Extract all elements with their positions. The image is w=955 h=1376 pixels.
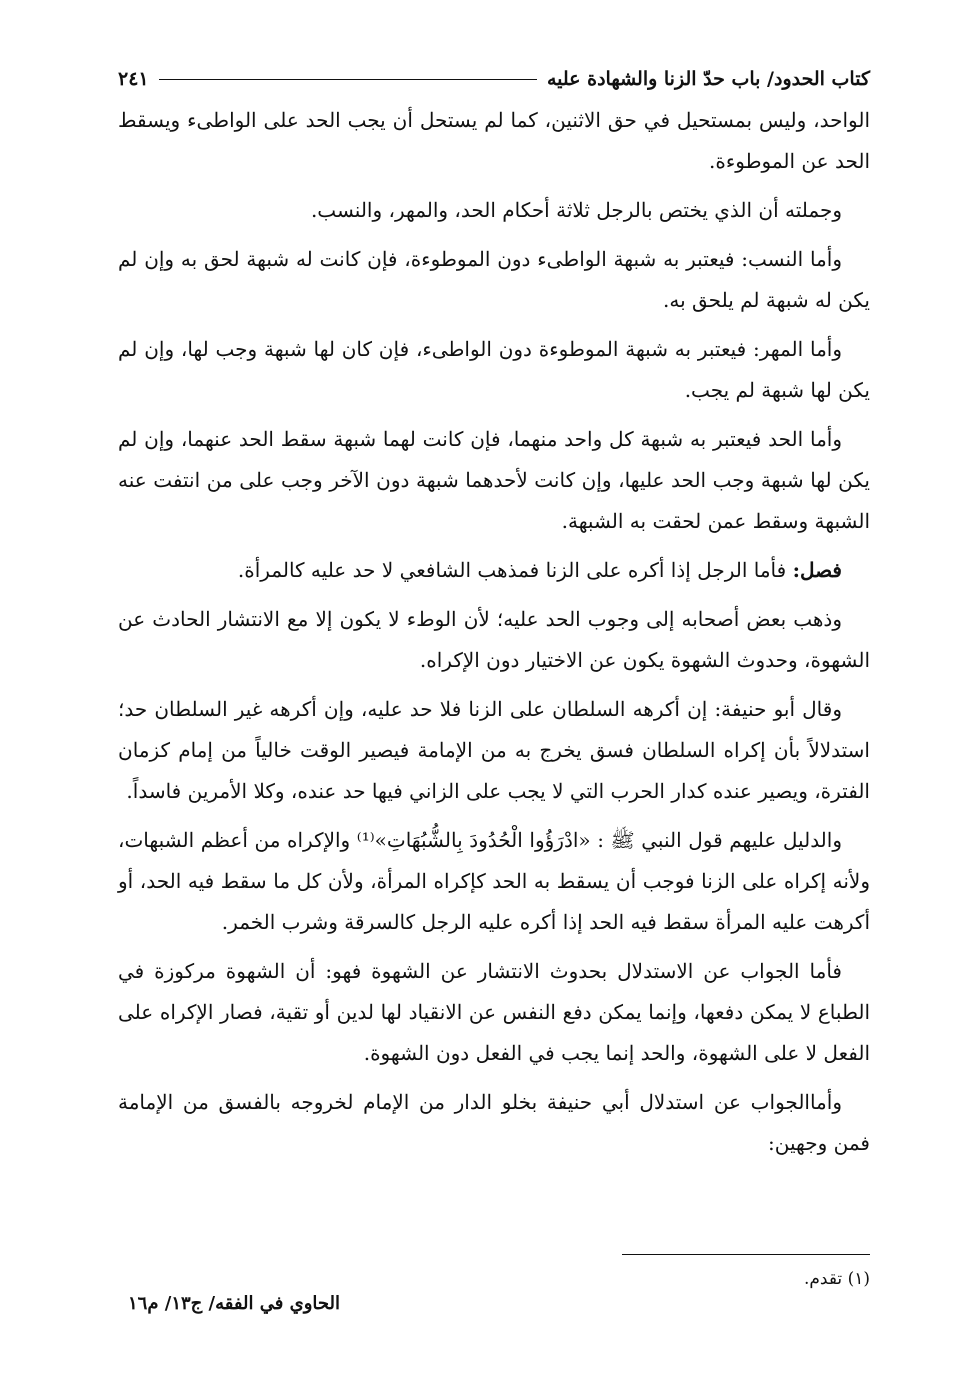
- paragraph-7: وذهب بعض أصحابه إلى وجوب الحد عليه؛ لأن الوطء لا يكون إلا مع الانتشار الحادث عن الشهوة، وحدوث الشهوة يكون عن الاختيار دون الإكراه.: [118, 607, 870, 672]
- header-rule: [159, 79, 537, 80]
- paragraph-6: [118, 550, 870, 591]
- paragraph-2: وجملته أن الذي يختص بالرجل ثلاثة أحكام الحد، والمهر، والنسب.: [310, 198, 842, 222]
- header-title: كتاب الحدود/ باب حدّ الزنا والشهادة عليه: [546, 68, 870, 90]
- section-label: فصل:: [792, 558, 842, 582]
- paragraph-5: وأما الحد فيعتبر به شبهة كل واحد منهما، فإن كانت لهما شبهة سقط الحد عنهما، وإن لم يكن لها شبهة وجب الحد عليها، وإن كانت لأحدهما شبهة دون الآخر وجب على من انتفت عنه الشبهة وسقط عمن لحقت به الشبهة.: [118, 427, 870, 533]
- paragraph-10: فأما الجواب عن الاستدلال بحدوث الانتشار عن الشهوة فهو: أن الشهوة مركوزة في الطباع لا يمكن دفعها، وإنما يمكن دفع النفس عن الانقياد لها لدين أو تقية، فصار الإكراه على الفعل لا على الشهوة، والحد إنما يجب في الفعل دون الشهوة.: [118, 959, 870, 1065]
- footnote-rule: [622, 1254, 870, 1255]
- main-text: [118, 100, 870, 1172]
- paragraph-8: وقال أبو حنيفة: إن أكرهه السلطان على الزنا فلا حد عليه، وإن أكرهه غير السلطان حد؛ استدلالاً بأن إكراه السلطان فسق يخرج به من الإمامة فيصير الوقت خالياً من إمام كزمان الفترة، ويصير عنده كدار الحرب التي لا يجب على الزاني فيها حد عنده، وكلا الأمرين فاسداً.: [118, 697, 870, 803]
- paragraph-4: وأما المهر: فيعتبر به شبهة الموطوءة دون الواطىء، فإن كان لها شبهة وجب لها، وإن لم يكن لها شبهة لم يجب.: [118, 337, 870, 402]
- paragraph-9: والدليل عليهم قول النبي ﷺ : «ادْرَؤُوا الْحُدُودَ بِالشُّبُهَاتِ»⁽¹⁾ والإكراه من أعظم الشبهات، ولأنه إكراه على الزنا فوجب أن يسقط به الحد كإكراه المرأة، ولأن كل ما سقط فيه الحد، أو أكرهت عليه المرأة سقط فيه الحد إذا أكره عليه الرجل كالسرقة وشرب الخمر.: [118, 828, 870, 934]
- paragraph-3: وأما النسب: فيعتبر به شبهة الواطىء دون الموطوءة، فإن كانت له شبهة لحق به وإن لم يكن له شبهة لم يلحق به.: [118, 247, 870, 312]
- paragraph-11: وأماالجواب عن استدلال أبي حنيفة بخلو الدار من الإمام لخروجه بالفسق من الإمامة فمن وجهين:: [118, 1090, 870, 1155]
- page-footer: الحاوي في الفقه/ ج١٣/ م١٦: [127, 1293, 340, 1314]
- running-header: [118, 62, 870, 96]
- page-number: ٢٤١: [118, 68, 149, 90]
- footnote: (١) تقدم.: [803, 1269, 870, 1289]
- paragraph-1: الواحد، وليس بمستحيل في حق الاثنين، كما لم يستحل أن يجب الحد على الواطىء ويسقط الحد عن الموطوءة.: [118, 108, 870, 173]
- paragraph-6-text: فأما الرجل إذا أكره على الزنا فمذهب الشافعي لا حد عليه كالمرأة.: [237, 558, 793, 582]
